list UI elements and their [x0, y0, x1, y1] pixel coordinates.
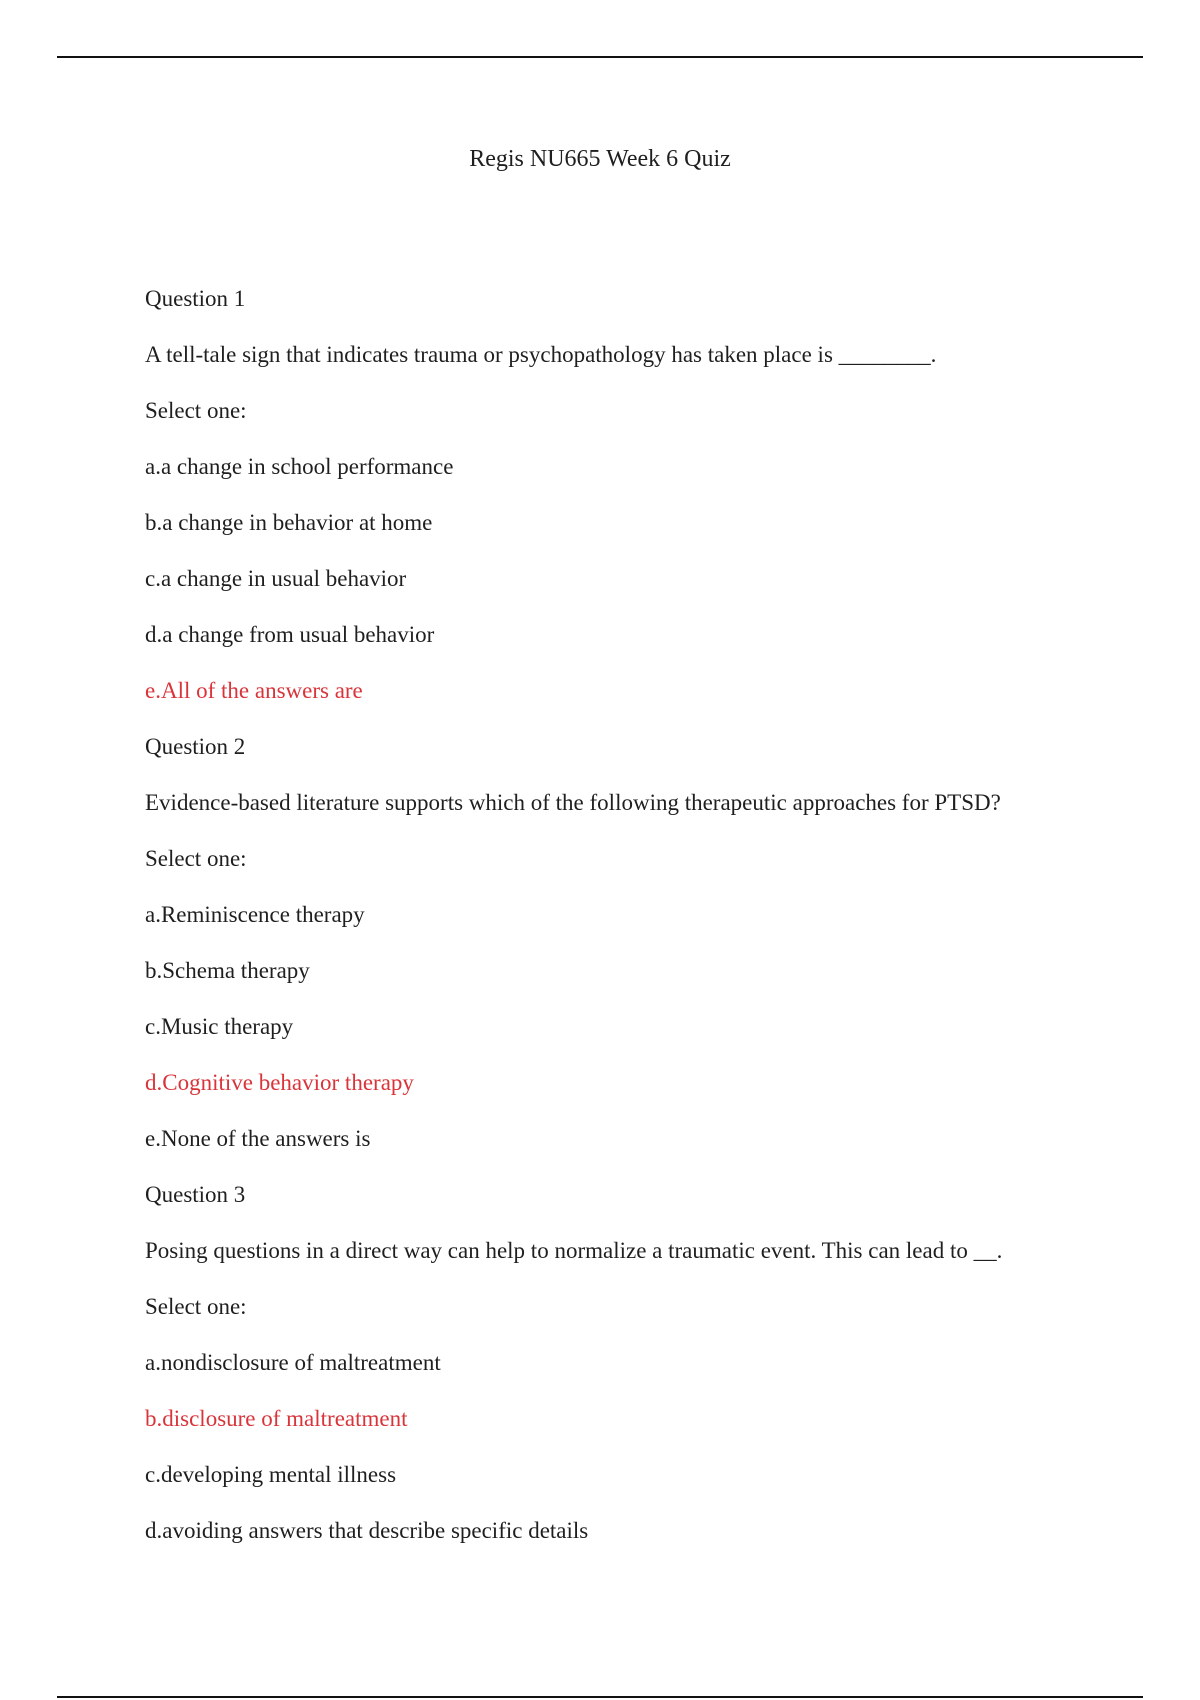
- correct-answer-option: e.All of the answers are: [145, 678, 363, 703]
- question-text: Evidence-based literature supports which of the following therapeutic approaches for PTSD?: [145, 790, 1001, 815]
- quiz-content: [145, 283, 1105, 1571]
- question-2: [145, 731, 1105, 1155]
- question-text: A tell-tale sign that indicates trauma or psychopathology has taken place is ________.: [145, 342, 937, 367]
- header-rule: [57, 56, 1143, 58]
- select-one-label: Select one:: [145, 846, 247, 871]
- answer-option: e.None of the answers is: [145, 1126, 371, 1151]
- question-1: [145, 283, 1105, 707]
- answer-option: a.a change in school performance: [145, 454, 454, 479]
- question-heading: Question 1: [145, 286, 246, 311]
- answer-option: b.a change in behavior at home: [145, 510, 433, 535]
- answer-option: a.nondisclosure of maltreatment: [145, 1350, 441, 1375]
- correct-answer-option: d.Cognitive behavior therapy: [145, 1070, 414, 1095]
- question-heading: Question 3: [145, 1182, 246, 1207]
- select-one-label: Select one:: [145, 1294, 247, 1319]
- answer-option: c.a change in usual behavior: [145, 566, 407, 591]
- footer-rule: [57, 1696, 1143, 1698]
- correct-answer-option: b.disclosure of maltreatment: [145, 1406, 408, 1431]
- answer-option: c.Music therapy: [145, 1014, 294, 1039]
- question-text: Posing questions in a direct way can help to normalize a traumatic event. This can lead to __.: [145, 1238, 1003, 1263]
- page-title: Regis NU665 Week 6 Quiz: [469, 146, 731, 172]
- answer-option: b.Schema therapy: [145, 958, 310, 983]
- question-3: [145, 1179, 1105, 1547]
- answer-option: c.developing mental illness: [145, 1462, 397, 1487]
- answer-option: d.avoiding answers that describe specific details: [145, 1518, 589, 1543]
- answer-option: d.a change from usual behavior: [145, 622, 435, 647]
- select-one-label: Select one:: [145, 398, 247, 423]
- answer-option: a.Reminiscence therapy: [145, 902, 365, 927]
- question-heading: Question 2: [145, 734, 246, 759]
